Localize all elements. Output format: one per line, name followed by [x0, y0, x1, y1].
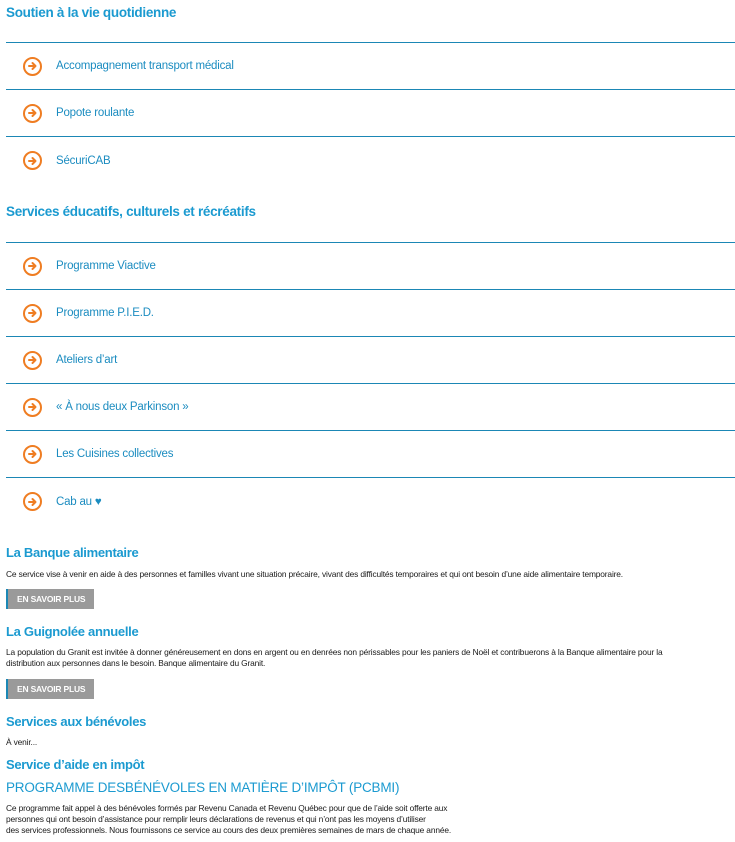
- arrow-right-icon: [23, 398, 42, 417]
- list-item[interactable]: [6, 43, 735, 90]
- educational-list: [6, 242, 735, 525]
- impot-title: Service d’aide en impôt: [6, 757, 145, 772]
- banque-alimentaire-title: La Banque alimentaire: [6, 545, 139, 560]
- arrow-right-icon: [23, 351, 42, 370]
- benevoles-text: À venir...: [6, 737, 38, 747]
- guignolee-text-line-1: La population du Granit est invitée à donner généreusement en dons en argent ou en denrées non périssables pour les paniers de Noël et contribuerons à la Banque alimentaire pour la: [6, 647, 663, 657]
- list-item-label: Programme P.I.E.D.: [56, 307, 154, 319]
- list-item-label: Accompagnement transport médical: [56, 60, 234, 72]
- arrow-right-icon: [23, 257, 42, 276]
- list-item-label: « À nous deux Parkinson »: [56, 401, 189, 413]
- pcbmi-program-title: PROGRAMME DESBÉNÉVOLES EN MATIÈRE D’IMPÔT (PCBMI): [6, 780, 400, 795]
- arrow-right-icon: [23, 57, 42, 76]
- list-item-label: SécuriCAB: [56, 154, 111, 167]
- arrow-right-icon: [23, 304, 42, 323]
- list-item-label: Popote roulante: [56, 107, 135, 119]
- banque-alimentaire-text: Ce service vise à venir en aide à des personnes et familles vivant une situation précaire, vivant des difficultés temporaires et qui ont besoin d’une aide alimentaire temporaire.: [6, 569, 623, 579]
- benevoles-title: Services aux bénévoles: [6, 714, 147, 729]
- list-item[interactable]: [6, 90, 735, 137]
- pcbmi-text-line-1: Ce programme fait appel à des bénévoles formés par Revenu Canada et Revenu Québec pour que de l’aide soit offerte aux: [6, 803, 448, 813]
- list-item-label: Cab au ♥: [56, 495, 102, 508]
- list-item[interactable]: [6, 384, 735, 431]
- pcbmi-text-line-3: des services professionnels. Nous fournissons ce service au cours des deux premières semaines de mars de chaque année.: [6, 825, 452, 835]
- list-item-label: Les Cuisines collectives: [56, 448, 174, 460]
- list-item[interactable]: [6, 478, 735, 525]
- guignolee-text-line-2: distribution aux personnes dans le besoin. Banque alimentaire du Granit.: [6, 658, 266, 668]
- guignolee-learn-more-button[interactable]: EN SAVOIR PLUS: [6, 679, 94, 699]
- arrow-right-icon: [23, 104, 42, 123]
- list-item[interactable]: [6, 243, 735, 290]
- guignolee-title: La Guignolée annuelle: [6, 624, 139, 639]
- section-title-daily-support: Soutien à la vie quotidienne: [6, 5, 177, 20]
- list-item-label: Programme Viactive: [56, 260, 156, 272]
- list-item[interactable]: [6, 290, 735, 337]
- arrow-right-icon: [23, 151, 42, 170]
- daily-support-list: [6, 42, 735, 184]
- pcbmi-text-line-2: personnes qui ont besoin d’assistance pour remplir leurs déclarations de revenus et qui n’ont pas les moyens d’utiliser: [6, 814, 426, 824]
- arrow-right-icon: [23, 445, 42, 464]
- section-title-educational: Services éducatifs, culturels et récréatifs: [6, 204, 256, 219]
- list-item-label: Ateliers d’art: [56, 354, 118, 366]
- banque-learn-more-button[interactable]: EN SAVOIR PLUS: [6, 589, 94, 609]
- list-item[interactable]: [6, 137, 735, 184]
- list-item[interactable]: [6, 337, 735, 384]
- list-item[interactable]: [6, 431, 735, 478]
- arrow-right-icon: [23, 492, 42, 511]
